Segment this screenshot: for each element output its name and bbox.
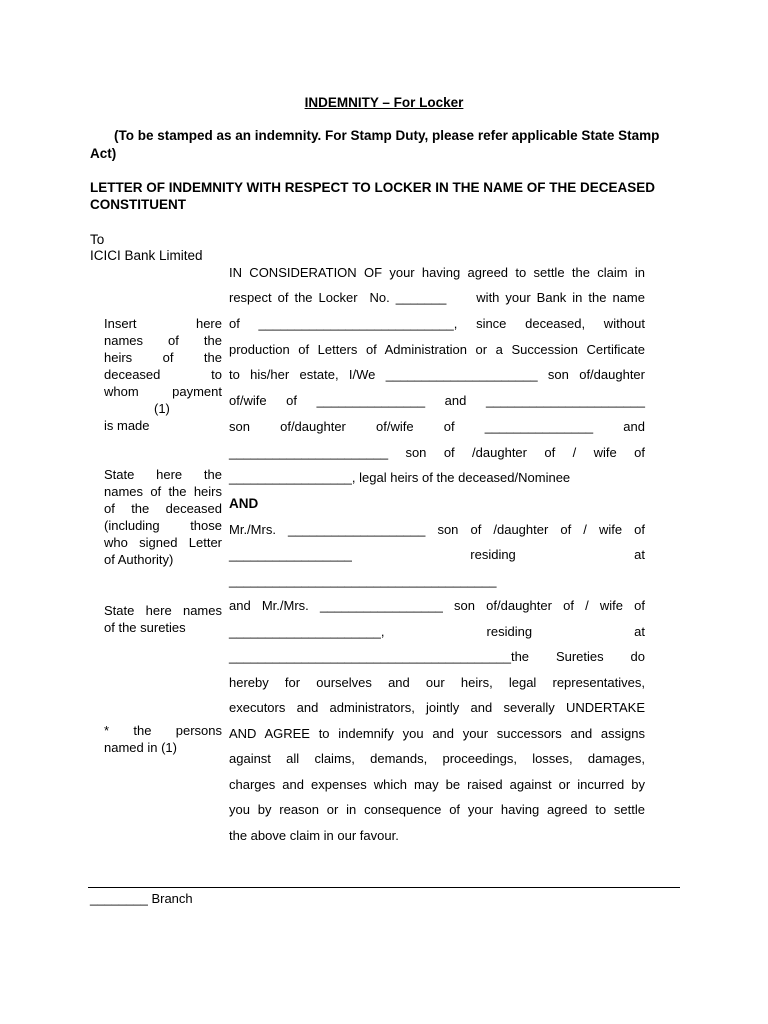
body-line: production of Letters of Administration or a Succession Certificate [229,342,645,357]
footer-divider [88,887,680,888]
body-line: executors and administrators, jointly and severally UNDERTAKE [229,700,645,715]
margin-note-state-heirs [104,466,222,568]
body-line: _________________, legal heirs of the deceased/Nominee [229,470,571,485]
body-line: to his/her estate, I/We _____________________ son of/daughter [229,367,645,382]
stamp-instruction: (To be stamped as an indemnity. For Stamp Duty, please refer applicable State Stamp Act) [90,128,660,161]
note-line: (1) [154,401,170,416]
and-heading: AND [229,496,259,511]
note-line: deceased to [104,367,222,382]
body-line: AND AGREE to indemnify you and your successors and assigns [229,726,645,741]
note-line: State here the [104,467,222,482]
margin-note-insert-names [104,315,222,434]
body-line: hereby for ourselves and our heirs, legal representatives, [229,675,645,690]
margin-note-persons-named [104,722,222,756]
body-line: son of/daughter of/wife of _______________ and [229,419,645,434]
body-line: the above claim in our favour. [229,828,399,843]
body-line: charges and expenses which may be raised against or incurred by [229,777,645,792]
note-line: whom payment [104,384,222,399]
note-line: names of the [104,333,222,348]
note-line: State here names [104,603,222,618]
note-line: of the sureties [104,620,186,635]
body-line: ______________________ son of /daughter of / wife of [229,445,645,460]
body-line: _____________________________________ [229,573,497,588]
body-line: and Mr./Mrs. _________________ son of/daughter of / wife of [229,598,645,613]
addressee-bank: ICICI Bank Limited [90,248,203,263]
note-line: is made [104,418,150,433]
note-line: named in (1) [104,740,177,755]
body-line: you by reason or in consequence of your having agreed to settle [229,802,645,817]
branch-footer: ________ Branch [90,891,193,906]
note-line: (including those [104,518,222,533]
note-line: of Authority) [104,552,174,567]
document-title: INDEMNITY – For Locker [304,95,464,110]
letter-heading: LETTER OF INDEMNITY WITH RESPECT TO LOCKER IN THE NAME OF THE DECEASED CONSTITUENT [90,180,656,212]
body-line: IN CONSIDERATION OF your having agreed to settle the claim in [229,265,645,280]
body-line: Mr./Mrs. ___________________ son of /daughter of / wife of [229,522,645,537]
body-line: respect of the Locker No. _______ with your Bank in the name [229,290,645,305]
note-line: * the persons [104,723,222,738]
note-line: Insert here [104,316,222,331]
note-line: of the deceased [104,501,222,516]
body-line: _______________________________________the Sureties do [229,649,645,664]
note-line: names of the heirs [104,484,222,499]
body-line: of ___________________________, since deceased, without [229,316,645,331]
addressee-to: To [90,232,105,247]
body-line: against all claims, demands, proceedings, losses, damages, [229,751,645,766]
body-line: _________________ residing at [229,547,645,562]
note-line: heirs of the [104,350,222,365]
body-line: _____________________, residing at [229,624,645,639]
margin-note-state-sureties [104,602,222,636]
body-line: of/wife of _______________ and ______________________ [229,393,645,408]
note-line: who signed Letter [104,535,222,550]
